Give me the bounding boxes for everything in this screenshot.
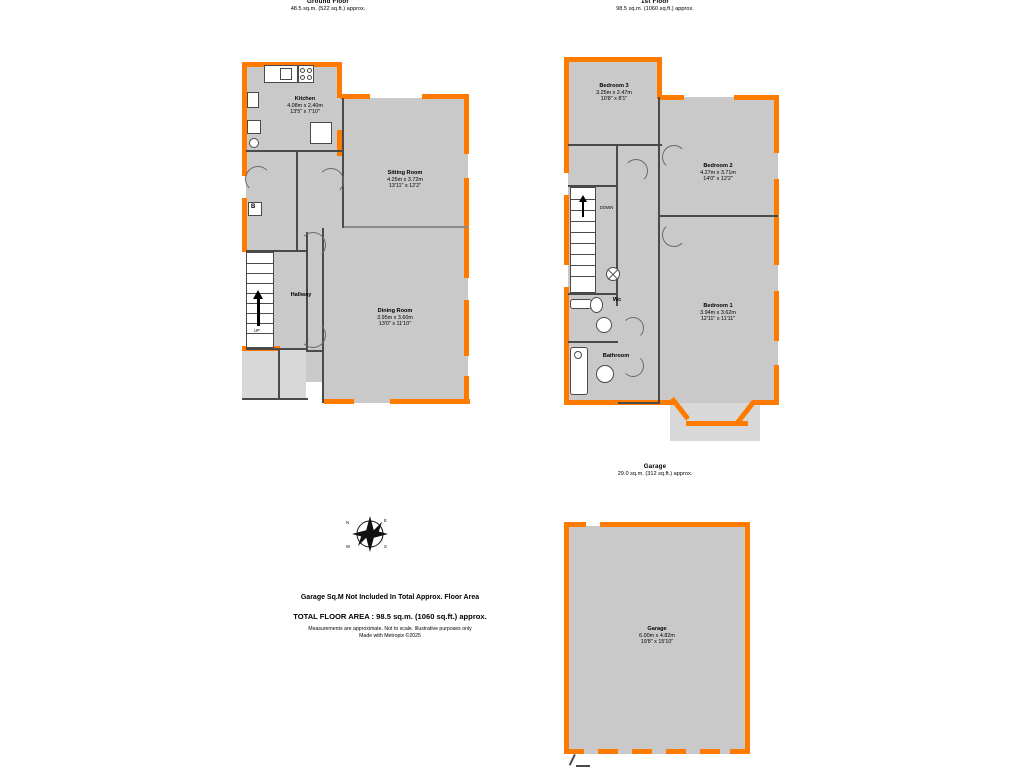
first-floor-plan	[562, 55, 797, 445]
kitchen-fridge-icon	[247, 92, 259, 108]
wc-label: Wc	[612, 297, 622, 303]
door-arc-icon	[662, 223, 686, 247]
wall-garage-top-b	[600, 522, 750, 527]
first-floor-area: 98.5 sq.m. (1060 sq.ft.) approx.	[616, 6, 694, 12]
partition-kitchen-hall	[246, 150, 342, 152]
hob-burner-icon	[300, 68, 305, 73]
wall-sitting-right-lower	[464, 178, 469, 228]
door-arc-icon	[300, 322, 326, 348]
bedroom1-floor	[658, 263, 778, 403]
door-arc-icon	[300, 232, 326, 258]
wall-garage-bottom-e	[700, 749, 720, 754]
first-floor-title: 1st Floor	[641, 0, 669, 5]
stairs-up-label: UP	[254, 328, 260, 333]
partition-porch-right	[278, 348, 280, 400]
wall-bed3-left	[564, 57, 569, 147]
wall-bed1-right-mid	[774, 291, 779, 341]
wall-bathroom-left	[564, 287, 569, 405]
door-arc-icon	[245, 166, 271, 192]
hob-burner-icon	[300, 75, 305, 80]
bedroom1-label: Bedroom 1 3.94m x 3.62m 12'11" x 11'11"	[700, 303, 736, 323]
wall-bed2-top-right	[734, 95, 778, 100]
partition-landing-left	[616, 146, 618, 306]
stairs-direction-arrow	[253, 290, 263, 299]
door-arc-icon	[624, 159, 648, 183]
bath-tap-icon	[574, 351, 582, 359]
wall-sitting-top-right	[422, 94, 468, 99]
hob-burner-icon	[307, 75, 312, 80]
wall-left-c	[242, 232, 247, 252]
boiler-label: B	[251, 204, 256, 210]
partition-wc-bathroom	[568, 341, 618, 343]
partition-dining-left	[322, 228, 324, 403]
compass-rose	[348, 512, 392, 556]
wall-bed3-right	[657, 57, 662, 99]
kitchen-tiles-icon	[310, 122, 332, 144]
stairs-down-label: DOWN	[600, 205, 614, 210]
partition-bed3-landing	[568, 144, 662, 146]
wc-basin-icon	[596, 317, 612, 333]
compass-east-label: E	[384, 518, 387, 523]
sitting-room-label: Sitting Room 4.25m x 3.72m 13'11" x 12'2"	[387, 170, 423, 190]
bedroom2-label: Bedroom 2 4.27m x 3.71m 14'0" x 12'2"	[700, 163, 736, 183]
kitchen-sink-icon	[280, 68, 292, 80]
wall-bed2-right-upper	[774, 95, 779, 153]
wall-bed1-right-upper	[774, 217, 779, 265]
disclaimer-line-1: Measurements are approximate. Not to scale. Illustrative purposes only	[308, 626, 472, 632]
stairs-down-arrow	[579, 195, 587, 202]
compass-west-label: W	[346, 544, 350, 549]
garage-plan	[562, 520, 767, 765]
partition-hall-left	[296, 152, 298, 252]
garage-label: Garage 6.00m x 4.82m 19'8" x 15'10"	[639, 626, 675, 646]
wall-dining-right-upper	[464, 228, 469, 278]
ground-floor-plan	[240, 60, 480, 410]
wall-sitting-top-left	[340, 94, 370, 99]
bathroom-label: Bathroom	[602, 353, 630, 359]
wall-sitting-right-upper	[464, 94, 469, 154]
garage-title: Garage	[643, 463, 667, 470]
porch-floor	[242, 350, 306, 400]
sitting-room-floor	[338, 98, 468, 228]
wall-garage-right	[745, 522, 750, 754]
kitchen-washer-icon	[247, 120, 261, 134]
wall-kitchen-left	[242, 62, 247, 154]
wall-dining-right-mid	[464, 300, 469, 356]
compass-south-label: S	[384, 544, 387, 549]
garage-area: 29.0 sq.m. (312 sq.ft.) approx.	[617, 471, 693, 477]
staircase	[246, 252, 274, 348]
partition-bed2-left	[658, 97, 660, 217]
kitchen-appliance-icon	[249, 138, 259, 148]
wall-landing-left-b	[564, 195, 569, 265]
kitchen-label: Kitchen 4.08m x 2.40m 13'5" x 7'10"	[287, 96, 323, 116]
garage-entry-step	[576, 765, 590, 767]
partition-sitting-left	[342, 98, 344, 228]
partition-wc-top	[568, 293, 618, 295]
total-floor-area: TOTAL FLOOR AREA : 98.5 sq.m. (1060 sq.ft.) approx.	[293, 612, 487, 621]
wall-bed1-right-lower	[774, 365, 779, 405]
wall-bed2-top-left	[660, 95, 684, 100]
partition-bed1-left	[658, 217, 660, 403]
disclaimer-line-2: Made with Metropix ©2025	[359, 633, 421, 639]
bedroom3-floor	[568, 61, 658, 146]
partition-porch	[246, 348, 308, 350]
garage-entry-line	[569, 754, 576, 766]
compass-north-label: N	[346, 520, 350, 525]
hob-burner-icon	[307, 68, 312, 73]
bathroom-basin-icon	[596, 365, 614, 383]
door-arc-icon	[318, 168, 344, 194]
door-arc-icon	[622, 317, 644, 339]
partition-hall-bottom	[306, 350, 324, 352]
ground-floor-area: 48.5 sq.m. (522 sq.ft.) approx.	[290, 6, 366, 12]
stairs-direction-line	[257, 298, 260, 326]
wall-kitchen-right-upper	[337, 62, 342, 98]
partition-corridor-bottom	[618, 402, 660, 404]
wc-cistern-icon	[570, 299, 592, 309]
wall-bed3-top	[564, 57, 662, 62]
garage-exclusion-note: Garage Sq.M Not Included In Total Approx. Floor Area	[300, 594, 480, 601]
hallway-label: Hallway	[290, 292, 312, 298]
partition-porch-bottom	[242, 398, 308, 400]
wall-landing-left-a	[564, 143, 569, 173]
partition-sitting-dining	[344, 226, 468, 228]
wall-dining-bottom-right	[390, 399, 470, 404]
partition-bed2-bed1	[658, 215, 778, 217]
wall-garage-bottom-b	[598, 749, 618, 754]
wall-garage-bottom-c	[632, 749, 652, 754]
wall-garage-bottom-f	[730, 749, 750, 754]
bedroom3-label: Bedroom 3 3.25m x 2.47m 10'8" x 8'1"	[596, 83, 632, 103]
dining-room-label: Dining Room 3.95m x 3.60m 13'0" x 11'10"	[377, 308, 413, 328]
wall-bed2-right-lower	[774, 179, 779, 217]
wall-garage-bottom-d	[666, 749, 686, 754]
wall-dining-bottom-left	[324, 399, 354, 404]
ground-floor-title: Ground Floor	[307, 0, 349, 5]
